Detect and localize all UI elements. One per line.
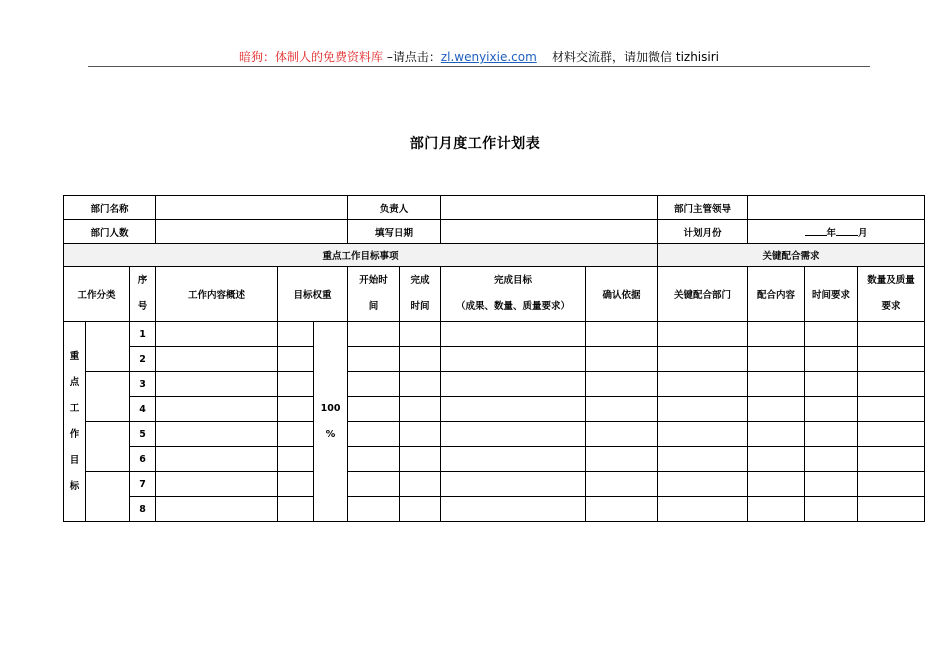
leader-cell[interactable] xyxy=(441,196,658,220)
col-finish-line-1: 完成 xyxy=(410,275,430,286)
confirm-cell[interactable] xyxy=(586,397,658,422)
seq-cell: 5 xyxy=(130,422,156,447)
col-finish xyxy=(400,267,441,322)
column-header-row xyxy=(64,267,925,322)
finish-cell[interactable] xyxy=(400,472,441,497)
key-work-target-label xyxy=(64,322,86,522)
quantity-cell[interactable] xyxy=(858,472,925,497)
start-cell[interactable] xyxy=(348,472,400,497)
goal-cell[interactable] xyxy=(441,372,586,397)
plan-month-label: 计划月份 xyxy=(658,220,748,244)
weight-cell[interactable] xyxy=(278,422,314,447)
start-cell[interactable] xyxy=(348,497,400,522)
col-coop-content: 配合内容 xyxy=(748,267,805,322)
col-seq xyxy=(130,267,156,322)
fill-date-label: 填写日期 xyxy=(348,220,441,244)
start-cell[interactable] xyxy=(348,422,400,447)
key-work-section: 重点工作目标事项 xyxy=(64,244,658,267)
time-req-cell[interactable] xyxy=(805,372,858,397)
content-cell[interactable] xyxy=(156,397,278,422)
goal-cell[interactable] xyxy=(441,497,586,522)
finish-cell[interactable] xyxy=(400,497,441,522)
col-quantity-line-1: 数量及质量 xyxy=(867,275,915,286)
row-label-char: 作 xyxy=(69,428,80,440)
time-req-cell[interactable] xyxy=(805,447,858,472)
table-row xyxy=(64,472,925,497)
monthly-plan-table xyxy=(63,195,925,522)
time-req-cell[interactable] xyxy=(805,397,858,422)
seq-cell: 2 xyxy=(130,347,156,372)
row-label-char: 点 xyxy=(69,376,80,388)
coop-dept-cell[interactable] xyxy=(658,372,748,397)
coop-content-cell[interactable] xyxy=(748,322,805,347)
table-row xyxy=(64,497,925,522)
category-cell[interactable] xyxy=(86,372,130,422)
row-label-char: 工 xyxy=(69,402,80,414)
quantity-cell[interactable] xyxy=(858,347,925,372)
weight-total-value: 100 xyxy=(320,402,341,414)
dept-name-label: 部门名称 xyxy=(64,196,156,220)
time-req-cell[interactable] xyxy=(805,472,858,497)
finish-cell[interactable] xyxy=(400,322,441,347)
coop-dept-cell[interactable] xyxy=(658,422,748,447)
month-blank xyxy=(836,226,858,236)
goal-cell[interactable] xyxy=(441,447,586,472)
info-row-1 xyxy=(64,196,925,220)
table-row xyxy=(64,447,925,472)
quantity-cell[interactable] xyxy=(858,497,925,522)
finish-cell[interactable] xyxy=(400,447,441,472)
col-work-category: 工作分类 xyxy=(64,267,130,322)
category-cell[interactable] xyxy=(86,472,130,522)
month-label: 月 xyxy=(858,227,868,239)
col-quantity-line-2: 要求 xyxy=(881,301,901,312)
col-confirm: 确认依据 xyxy=(586,267,658,322)
confirm-cell[interactable] xyxy=(586,422,658,447)
start-cell[interactable] xyxy=(348,447,400,472)
content-cell[interactable] xyxy=(156,347,278,372)
header-divider xyxy=(88,66,870,67)
goal-cell[interactable] xyxy=(441,472,586,497)
headcount-label: 部门人数 xyxy=(64,220,156,244)
category-cell[interactable] xyxy=(86,322,130,372)
weight-cell[interactable] xyxy=(278,372,314,397)
supervisor-cell[interactable] xyxy=(748,196,925,220)
confirm-cell[interactable] xyxy=(586,347,658,372)
weight-cell[interactable] xyxy=(278,397,314,422)
goal-cell[interactable] xyxy=(441,397,586,422)
coop-content-cell[interactable] xyxy=(748,422,805,447)
finish-cell[interactable] xyxy=(400,372,441,397)
coop-dept-cell[interactable] xyxy=(658,447,748,472)
col-weight: 目标权重 xyxy=(278,267,348,322)
confirm-cell[interactable] xyxy=(586,372,658,397)
weight-total-cell xyxy=(314,322,348,522)
confirm-cell[interactable] xyxy=(586,447,658,472)
coop-content-cell[interactable] xyxy=(748,372,805,397)
weight-cell[interactable] xyxy=(278,447,314,472)
year-blank xyxy=(805,226,827,236)
page-header xyxy=(88,50,870,65)
header-separator: –请点击： xyxy=(383,50,441,64)
content-cell[interactable] xyxy=(156,372,278,397)
col-start xyxy=(348,267,400,322)
content-cell[interactable] xyxy=(156,322,278,347)
quantity-cell[interactable] xyxy=(858,322,925,347)
confirm-cell[interactable] xyxy=(586,472,658,497)
seq-cell: 6 xyxy=(130,447,156,472)
table-row xyxy=(64,422,925,447)
header-suffix: 材料交流群，请加微信 tizhisiri xyxy=(552,50,719,64)
content-cell[interactable] xyxy=(156,497,278,522)
coop-dept-cell[interactable] xyxy=(658,472,748,497)
seq-cell: 8 xyxy=(130,497,156,522)
fill-date-cell[interactable] xyxy=(441,220,658,244)
content-cell[interactable] xyxy=(156,472,278,497)
page-title: 部门月度工作计划表 xyxy=(409,136,541,152)
table-row xyxy=(64,322,925,347)
table-row xyxy=(64,372,925,397)
coop-content-cell[interactable] xyxy=(748,497,805,522)
weight-total-unit: % xyxy=(325,428,336,440)
headcount-cell[interactable] xyxy=(156,220,348,244)
col-goal-line-1: 完成目标 xyxy=(494,275,533,286)
weight-cell[interactable] xyxy=(278,322,314,347)
goal-cell[interactable] xyxy=(441,322,586,347)
start-cell[interactable] xyxy=(348,372,400,397)
quantity-cell[interactable] xyxy=(858,422,925,447)
seq-cell: 4 xyxy=(130,397,156,422)
weight-cell[interactable] xyxy=(278,347,314,372)
confirm-cell[interactable] xyxy=(586,322,658,347)
col-goal xyxy=(441,267,586,322)
col-finish-line-2: 时间 xyxy=(410,301,430,312)
start-cell[interactable] xyxy=(348,397,400,422)
finish-cell[interactable] xyxy=(400,397,441,422)
col-start-line-1: 开始时 xyxy=(359,275,388,286)
time-req-cell[interactable] xyxy=(805,347,858,372)
weight-cell[interactable] xyxy=(278,497,314,522)
coop-content-cell[interactable] xyxy=(748,447,805,472)
info-row-2 xyxy=(64,220,925,244)
header-prefix: 暗狗：体制人的免费资料库 xyxy=(238,50,383,64)
table-row xyxy=(64,347,925,372)
col-coop-dept: 关键配合部门 xyxy=(658,267,748,322)
content-cell[interactable] xyxy=(156,447,278,472)
row-label-char: 标 xyxy=(69,480,80,492)
goal-cell[interactable] xyxy=(441,347,586,372)
col-seq-line-2: 号 xyxy=(137,301,148,312)
col-quantity xyxy=(858,267,925,322)
col-content: 工作内容概述 xyxy=(156,267,278,322)
seq-cell: 1 xyxy=(130,322,156,347)
category-cell[interactable] xyxy=(86,422,130,472)
coop-content-cell[interactable] xyxy=(748,472,805,497)
finish-cell[interactable] xyxy=(400,347,441,372)
seq-cell: 3 xyxy=(130,372,156,397)
coop-content-cell[interactable] xyxy=(748,347,805,372)
quantity-cell[interactable] xyxy=(858,397,925,422)
coop-dept-cell[interactable] xyxy=(658,497,748,522)
row-label-char: 重 xyxy=(69,350,80,362)
leader-label: 负责人 xyxy=(348,196,441,220)
time-req-cell[interactable] xyxy=(805,497,858,522)
confirm-cell[interactable] xyxy=(586,497,658,522)
seq-cell: 7 xyxy=(130,472,156,497)
coop-dept-cell[interactable] xyxy=(658,347,748,372)
col-seq-line-1: 序 xyxy=(137,275,148,286)
cooperation-section: 关键配合需求 xyxy=(658,244,925,267)
coop-dept-cell[interactable] xyxy=(658,322,748,347)
coop-content-cell[interactable] xyxy=(748,397,805,422)
supervisor-label: 部门主管领导 xyxy=(658,196,748,220)
col-goal-line-2: （成果、数量、质量要求） xyxy=(456,301,571,312)
goal-cell[interactable] xyxy=(441,422,586,447)
plan-month-cell[interactable] xyxy=(748,220,925,244)
dept-name-cell[interactable] xyxy=(156,196,348,220)
quantity-cell[interactable] xyxy=(858,447,925,472)
col-time-req: 时间要求 xyxy=(805,267,858,322)
header-link[interactable]: zl.wenyixie.com xyxy=(440,50,537,64)
finish-cell[interactable] xyxy=(400,422,441,447)
coop-dept-cell[interactable] xyxy=(658,397,748,422)
year-label: 年 xyxy=(826,227,837,239)
start-cell[interactable] xyxy=(348,347,400,372)
quantity-cell[interactable] xyxy=(858,372,925,397)
col-start-line-2: 间 xyxy=(368,301,379,312)
time-req-cell[interactable] xyxy=(805,422,858,447)
start-cell[interactable] xyxy=(348,322,400,347)
table-row xyxy=(64,397,925,422)
time-req-cell[interactable] xyxy=(805,322,858,347)
section-row xyxy=(64,244,925,267)
content-cell[interactable] xyxy=(156,422,278,447)
row-label-char: 目 xyxy=(69,454,80,466)
weight-cell[interactable] xyxy=(278,472,314,497)
